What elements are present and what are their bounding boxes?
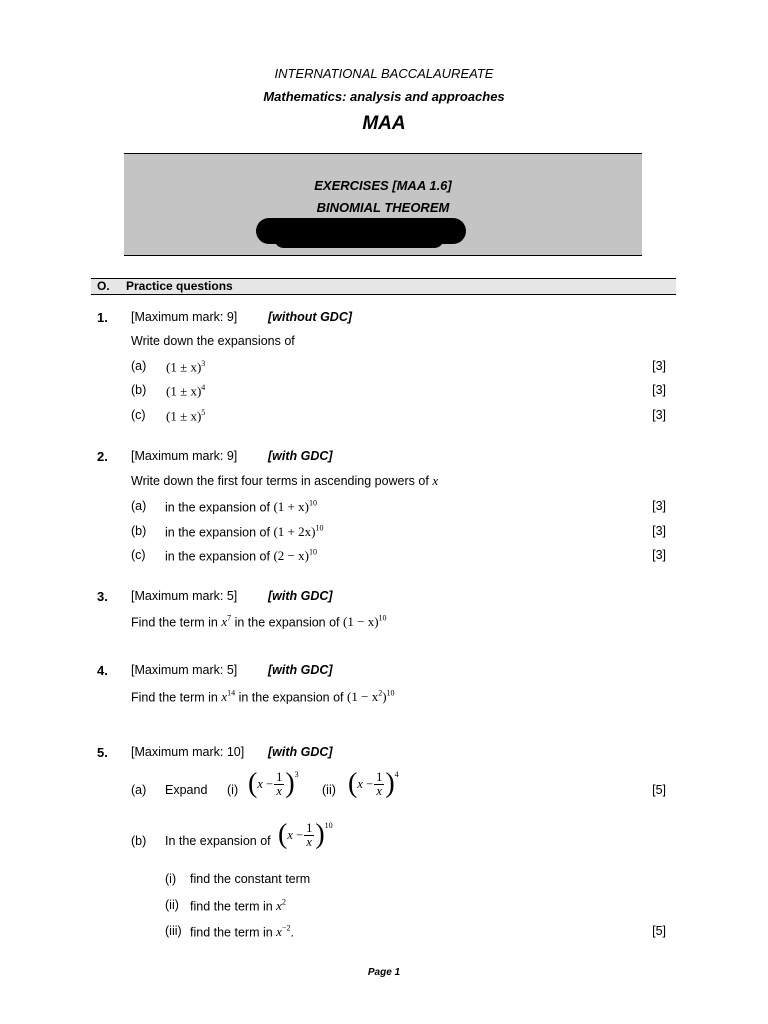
header-org: INTERNATIONAL BACCALAUREATE (274, 66, 494, 81)
section-number: O. (97, 279, 110, 293)
title-banner (124, 153, 642, 256)
header-code: MAA (362, 113, 406, 134)
part-label: (a) (131, 359, 147, 373)
redaction-scribble-tail (274, 228, 444, 248)
subpart-text: find the term in $x^2$ (190, 898, 286, 914)
question-marks-header: [Maximum mark: 10] (131, 745, 245, 759)
question-number: 4. (97, 663, 108, 678)
part-marks: [3] (652, 408, 666, 422)
question-marks-header: [Maximum mark: 9] (131, 449, 238, 463)
part-text: in the expansion of $(1 + x)^{10}$ (165, 499, 317, 515)
question-number: 3. (97, 589, 108, 604)
banner-line-1: EXERCISES [MAA 1.6] (314, 178, 452, 193)
part-marks: [3] (652, 548, 666, 562)
part-text: in the expansion of $(2 - x)^{10}$ (165, 548, 317, 564)
banner-line-2: BINOMIAL THEOREM (316, 200, 450, 215)
page-number: Page 1 (367, 967, 401, 978)
part-text: In the expansion of (165, 834, 271, 848)
question-gdc-note: [with GDC] (268, 745, 333, 759)
question-gdc-note: [without GDC] (268, 310, 353, 324)
fraction-expression: ( x − $\frac{1}{x}$ ) $^3$ (248, 768, 299, 799)
math-expression: $(1 \pm x)^3$ (166, 359, 206, 375)
subpart-text: find the term in $x^{-2}$. (190, 924, 294, 940)
subpart-label: (i) (227, 783, 239, 797)
subpart-text: find the constant term (190, 872, 311, 886)
subpart-label: (iii) (165, 924, 182, 938)
part-label: (b) (131, 383, 147, 397)
part-label: (b) (131, 834, 147, 848)
question-text: Find the term in $x^7$ in the expansion of $(1 - x)^{10}$ (131, 614, 387, 630)
part-text: Expand (165, 783, 208, 797)
part-marks: [5] (652, 783, 666, 797)
math-expression: $(1 \pm x)^5$ (166, 408, 206, 424)
question-marks-header: [Maximum mark: 5] (131, 589, 238, 603)
question-marks-header: [Maximum mark: 5] (131, 663, 238, 677)
subpart-label: (ii) (165, 898, 179, 912)
fraction-expression: ( x − $\frac{1}{x}$ ) $^{10}$ (278, 819, 333, 850)
part-marks: [3] (652, 524, 666, 538)
part-label: (c) (131, 548, 146, 562)
question-gdc-note: [with GDC] (268, 589, 333, 603)
subpart-label: (ii) (322, 783, 336, 797)
question-instruction: Write down the expansions of (131, 334, 295, 348)
part-marks: [3] (652, 359, 666, 373)
part-text: in the expansion of $(1 + 2x)^{10}$ (165, 524, 324, 540)
subpart-label: (i) (165, 872, 177, 886)
part-label: (a) (131, 783, 147, 797)
question-instruction: Write down the first four terms in ascending powers of x (131, 473, 439, 488)
part-marks: [5] (652, 924, 666, 938)
question-number: 2. (97, 449, 108, 464)
part-marks: [3] (652, 499, 666, 513)
part-marks: [3] (652, 383, 666, 397)
question-gdc-note: [with GDC] (268, 663, 333, 677)
part-label: (b) (131, 524, 147, 538)
part-label: (a) (131, 499, 147, 513)
question-number: 5. (97, 745, 108, 760)
section-title: Practice questions (126, 279, 233, 293)
fraction-expression: ( x − $\frac{1}{x}$ ) $^4$ (348, 768, 399, 799)
math-expression: $(1 \pm x)^4$ (166, 383, 206, 399)
question-marks-header: [Maximum mark: 9] (131, 310, 238, 324)
question-gdc-note: [with GDC] (268, 449, 333, 463)
section-header (91, 278, 676, 295)
part-label: (c) (131, 408, 146, 422)
header-subject: Mathematics: analysis and approaches (263, 89, 505, 104)
question-text: Find the term in $x^{14}$ in the expansion of $(1 - x^2)^{10}$ (131, 689, 395, 705)
question-number: 1. (97, 310, 108, 325)
